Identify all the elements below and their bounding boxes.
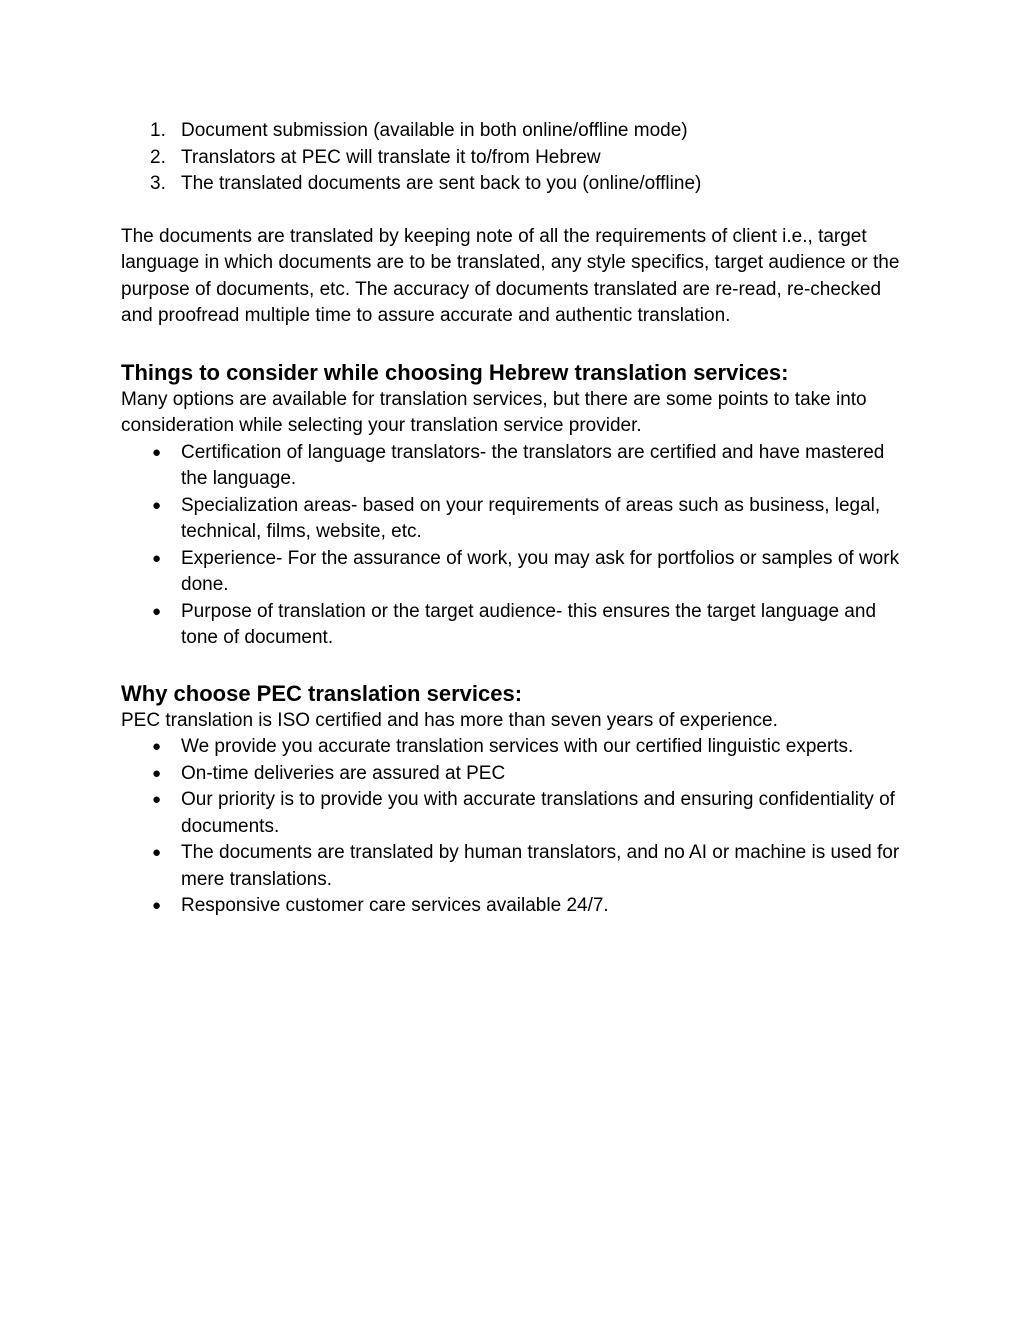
bullet-icon: ● <box>152 443 162 461</box>
list-item <box>121 599 901 652</box>
list-item-text: Our priority is to provide you with accurate translations and ensuring confidentiality of documents. <box>181 789 895 837</box>
bullet-icon: ● <box>152 764 162 782</box>
list-item <box>121 145 901 172</box>
list-item-text: Experience- For the assurance of work, you may ask for portfolios or samples of work done. <box>181 547 900 595</box>
list-item <box>121 546 901 599</box>
section-heading-considerations: Things to consider while choosing Hebrew translation services: <box>121 359 789 385</box>
list-item-text: Specialization areas- based on your requirements of areas such as business, legal, technical, films, website, etc. <box>181 494 881 542</box>
considerations-list <box>121 440 901 652</box>
list-item-text: Purpose of translation or the target audience- this ensures the target language and tone of document. <box>181 600 877 648</box>
bullet-icon: ● <box>152 549 162 567</box>
list-item <box>121 493 901 546</box>
list-item <box>121 734 901 761</box>
list-item-text: The translated documents are sent back to you (online/offline) <box>181 173 702 194</box>
list-item <box>121 787 901 840</box>
bullet-icon: ● <box>152 897 162 914</box>
bullet-icon: ● <box>152 602 162 620</box>
list-number: 1. <box>150 120 166 141</box>
list-item <box>121 840 901 893</box>
list-item <box>121 171 901 198</box>
section-lead-why-pec: PEC translation is ISO certified and has more than seven years of experience. <box>121 709 778 731</box>
list-item-text: Certification of language translators- the translators are certified and have mastered the language. <box>181 441 885 489</box>
list-item <box>121 440 901 493</box>
section-heading-why-pec: Why choose PEC translation services: <box>121 680 523 706</box>
section-lead-considerations: Many options are available for translation services, but there are some points to take into consideration while selecting your translation service provider. <box>121 388 867 436</box>
document-body <box>121 118 901 920</box>
list-item <box>121 761 901 788</box>
list-item-text: Responsive customer care services available 24/7. <box>181 895 609 916</box>
list-item <box>121 893 901 920</box>
list-number: 3. <box>150 173 166 194</box>
list-item-text: The documents are translated by human translators, and no AI or machine is used for mere translations. <box>181 842 900 890</box>
list-item <box>121 118 901 145</box>
list-number: 2. <box>150 146 166 168</box>
bullet-icon: ● <box>152 844 162 861</box>
why-pec-list <box>121 734 901 920</box>
list-item-text: Translators at PEC will translate it to/from Hebrew <box>181 146 601 168</box>
bullet-icon: ● <box>152 738 162 755</box>
intro-paragraph: The documents are translated by keeping note of all the requirements of client i.e., target language in which documents are to be translated, any style specifics, target audience or the purpose of documents, etc. The accuracy of documents translated are re-read, re-checked and proofread multiple time to assure accurate and authentic translation. <box>121 225 900 326</box>
list-item-text: We provide you accurate translation services with our certified linguistic experts. <box>181 736 854 757</box>
process-steps-list <box>121 118 901 198</box>
list-item-text: On-time deliveries are assured at PEC <box>181 762 506 784</box>
list-item-text: Document submission (available in both online/offline mode) <box>181 120 688 141</box>
bullet-icon: ● <box>152 791 162 808</box>
bullet-icon: ● <box>152 496 162 514</box>
